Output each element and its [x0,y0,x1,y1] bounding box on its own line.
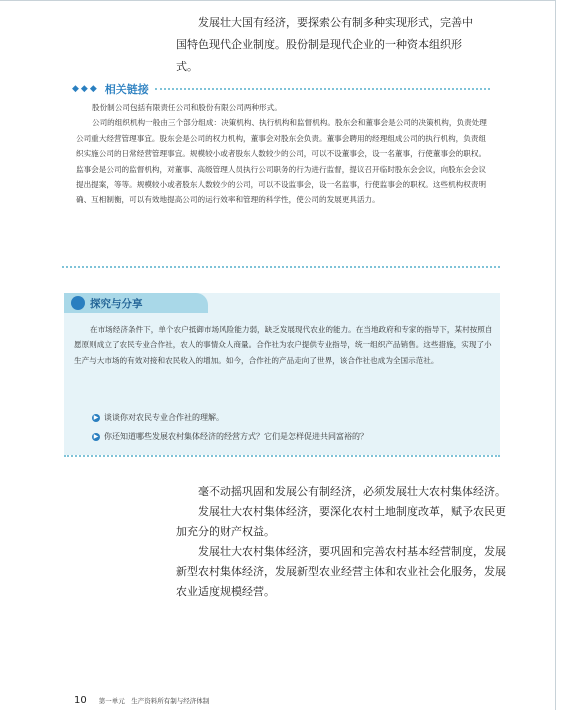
page-footer [74,695,209,706]
closing-section [176,482,506,602]
play-bullet-icon: ▶ [93,413,99,421]
related-link-title: 相关链接 [104,83,149,96]
play-bullet-icon: ▶ [93,432,99,440]
closing-paragraph: 发展壮大农村集体经济，要巩固和完善农村基本经营制度，发展新型农村集体经济，发展新型农业经营主体和农业社会化服务，发展农业适度规模经营。 [176,545,506,598]
closing-paragraph: 毫不动摇巩固和发展公有制经济，必须发展壮大农村集体经济。 [198,485,506,498]
page-number: 10 [74,695,87,706]
panel-bottom-dotted-rule [64,455,500,457]
header-dotted-rule [155,88,490,90]
question-text: 你还知道哪些发展农村集体经济的经营方式？它们是怎样促进共同富裕的？ [104,432,368,441]
explore-share-icon [71,296,85,310]
lead-paragraph: 发展壮大国有经济，要探索公有制多种实现形式，完善中国特色现代企业制度。股份制是现代企业的一种资本组织形式。 [176,16,473,73]
related-link-header [72,82,490,96]
related-link-paragraph: 股份制公司包括有限责任公司和股份有限公司两种形式。 [92,103,282,112]
unit-title: 第一单元 生产资料所有制与经济体制 [98,697,210,705]
discussion-question [92,412,224,423]
related-link-paragraph: 公司的组织机构一般由三个部分组成：决策机构、执行机构和监督机构。股东会和董事会是公司的决策机构，负责处理公司重大经营管理事宜。股东会是公司的权力机构，董事会对股东会负责。董事会聘用的经理组成公司的执行机构，负责组织实施公司的日常经营管理事宜。规模较小或者股东人数较少的公司，可以不设董事会，设一名董事，行使董事会的职权。监事会是公司的监督机构，对董事、高级管理人员执行公司职务的行为进行监督，提议召开临时股东会会议，向股东会会议提出提案，等等。规模较小或者股东人数较少的公司，可以不设监事会，设一名监事，行使监事会的职权。这些机构权责明确、互相制衡，可以有效地提高公司的运行效率和管理的科学性，使公司的发展更具活力。 [76,118,487,205]
page-right-border [555,0,556,710]
diamond-bullets-icon: ◆◆◆ [72,84,99,94]
page-top-border [0,0,556,1]
related-link-body [76,100,492,208]
explore-share-body [74,322,494,368]
section-divider [62,266,500,268]
closing-paragraph: 发展壮大农村集体经济，要深化农村土地制度改革，赋予农民更加充分的财产权益。 [176,505,506,538]
explore-share-title: 探究与分享 [90,298,143,310]
discussion-question [92,431,368,442]
explore-paragraph: 在市场经济条件下，单个农户抵御市场风险能力弱，缺乏发展现代农业的能力。在当地政府和专家的指导下，某村按照自愿原则成立了农民专业合作社，农人的事情众人商量。合作社为农户提供专业指导，统一组织产品销售。这些措施，实现了小生产与大市场的有效对接和农民收入的增加。如今，合作社的产品走向了世界，该合作社也成为全国示范社。 [74,325,493,365]
question-text: 谈谈你对农民专业合作社的理解。 [104,413,224,422]
